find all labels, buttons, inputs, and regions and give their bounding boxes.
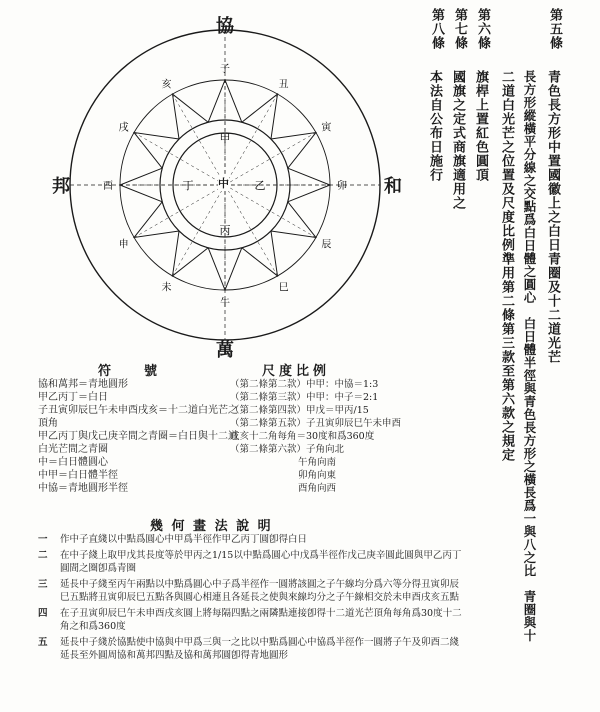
ray-未: [173, 231, 209, 276]
ray-label-申: 申: [118, 239, 129, 251]
legend-item: 子丑寅卯辰巳午未申酉戌亥＝十二道白光芒之頂角: [38, 405, 238, 429]
ray-label-巳: 巳: [278, 282, 289, 294]
article-6-text: 旗桿上置紅色圓頂: [473, 70, 488, 182]
legend-title: 符 號: [98, 364, 168, 379]
method-step-text: 在子丑寅卯辰巳午未申酉戌亥圓上將每隔四點之兩隣點連接卽得十二道光芒頂角每角爲30度十二角之和爲360度: [60, 608, 462, 632]
scale-row: （第二條第四款）甲戊＝甲丙/15: [230, 405, 369, 416]
ray-label-辰: 辰: [321, 239, 332, 251]
diagram-bottom-label: 萬: [216, 340, 234, 361]
scale-title: 尺度比例: [262, 364, 331, 379]
diagram-left-label: 邦: [52, 176, 70, 197]
ray-辰: [271, 202, 316, 238]
article-6-number: 第六條: [475, 8, 490, 50]
method-step: [38, 533, 468, 546]
method-step: [38, 607, 468, 633]
article-8-text: 本法自公布日施行: [427, 70, 442, 182]
article-5-number: 第五條: [547, 8, 562, 50]
scale-row: 戌亥十二角每角＝30度和爲360度: [230, 431, 375, 442]
method-step-number: 二: [38, 550, 48, 561]
ray-label-寅: 寅: [321, 122, 332, 134]
ray-label-卯: 卯: [337, 181, 347, 192]
ray-label-午: 午: [220, 298, 230, 309]
scale-row: 酉角向西: [298, 483, 337, 494]
ray-巳: [242, 231, 278, 276]
method-step: [38, 636, 468, 662]
method-step: [38, 578, 468, 604]
article-7-number: 第七條: [452, 8, 467, 50]
method-step-text: 延長中子綫至丙午兩點以中點爲圓心中子爲半徑作一圓將該圓之子午線均分爲六等分得丑寅卯辰巳五點將丑寅卯辰巳五點各與圓心相連且各延長之使與來線均分之子午線相交於未申酉戌亥五點: [60, 579, 460, 603]
ray-亥: [173, 94, 209, 139]
legend-item: 中＝白日體圓心: [38, 457, 108, 468]
ray-申: [134, 202, 179, 238]
method-step-number: 四: [38, 608, 48, 619]
scale-row: （第二條第三款）中甲：中子＝2:1: [230, 392, 379, 403]
legend-item: 中協＝青地圓形半徑: [38, 483, 128, 494]
ray-丑: [242, 94, 278, 139]
scale-row: （第二條第五款）子丑寅卯辰巳午未申酉: [230, 418, 402, 429]
method-step: [38, 549, 468, 575]
article-5-line-2: 長方形縱橫平分線之交點爲白日體之圓心 白日體半徑與青色長方形之橫長爲一與八之比 青圈與十: [522, 70, 537, 642]
legend-item: 協和萬邦＝青地圓形: [38, 379, 128, 390]
ray-戌: [134, 133, 179, 169]
method-step-text: 在中子綫上取甲戊其長度等於甲丙之1/15以中點爲圓心中戊爲半徑作戊己庚辛圓此圓與甲乙丙丁圓間之圈卽爲青圈: [60, 550, 462, 574]
legend-item: 甲乙丙丁與戊己庚辛間之青圈＝白日與十二道白光芒間之青圈: [38, 431, 238, 455]
legend-item: 甲乙丙丁＝白日: [38, 392, 108, 403]
ray-label-未: 未: [161, 282, 172, 294]
method-title: 幾 何 畫 法 說 明: [150, 519, 273, 534]
article-5-line-3: 二道白光芒之位置及尺度比例準用第二條第三款至第六款之規定: [499, 70, 514, 462]
sun-centre-label: 中: [218, 177, 229, 190]
method-step-number: 一: [38, 534, 48, 545]
method-step-text: 延長中子綫於協點使中協與中甲爲三與一之比以中點爲圓心中協爲半徑作一圓將子午及卯酉二綫延長至外圓周協和萬邦四點及協和萬邦圓卽得青地圓形: [60, 637, 460, 661]
method-step-number: 五: [38, 637, 48, 648]
sun-label-乙: 乙: [254, 179, 266, 192]
ray-label-子: 子: [220, 64, 230, 75]
sun-label-甲: 甲: [219, 132, 231, 145]
method-step-text: 作中子直綫以中點爲圓心中甲爲半徑作甲乙丙丁圓卽得白日: [60, 534, 308, 545]
ray-label-戌: 戌: [118, 122, 129, 134]
legend-item: 中甲＝白日體半徑: [38, 470, 118, 481]
scale-row: （第二條第六款）子角向北: [230, 444, 345, 455]
article-8-number: 第八條: [429, 8, 444, 50]
scale-list: [230, 378, 402, 495]
ray-label-亥: 亥: [161, 79, 172, 91]
scale-row: 午角向南: [298, 457, 337, 468]
article-5-line-1: 青色長方形中置國徽上之白日青圈及十二道光芒: [545, 70, 560, 364]
sun-label-丙: 丙: [219, 224, 231, 237]
article-7-text: 國旗之定式商旗適用之: [450, 70, 465, 210]
diagram-right-label: 和: [384, 176, 402, 197]
diagram-top-label: 協: [216, 16, 234, 37]
ray-label-酉: 酉: [103, 181, 113, 192]
scale-row: 卯角向東: [298, 470, 337, 481]
legend-list: [38, 378, 238, 495]
method-list: [38, 533, 468, 665]
ray-寅: [271, 133, 316, 169]
ray-label-丑: 丑: [278, 79, 289, 91]
method-step-number: 三: [38, 579, 48, 590]
scale-row: （第二條第二款）中甲：中協＝1:3: [230, 379, 379, 390]
sun-label-丁: 丁: [182, 179, 194, 192]
